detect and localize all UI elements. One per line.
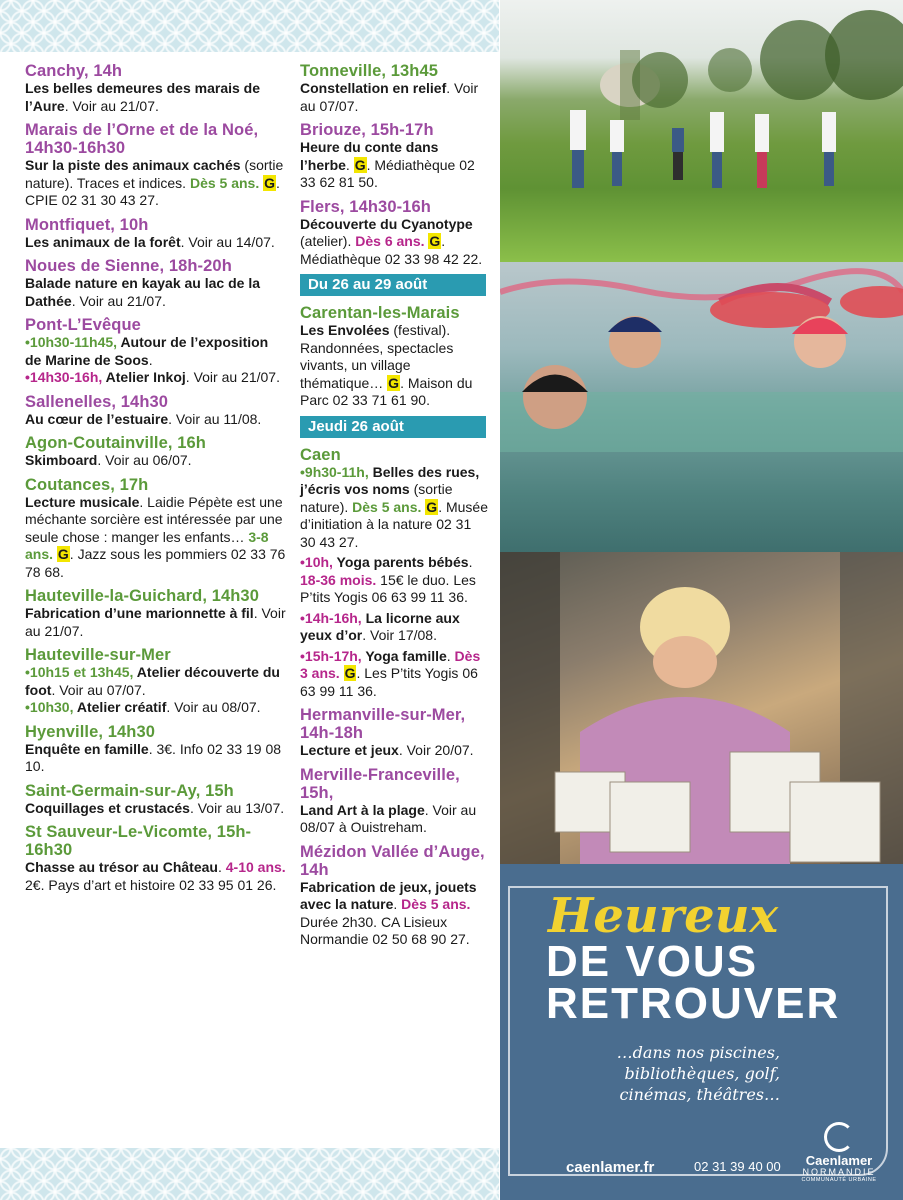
golf-photo (500, 0, 903, 262)
event-details: . Laidie Pépète est une méchante sorcière est intéressée par une seule chose : manger les enfants… (25, 493, 283, 545)
free-badge: G (354, 156, 366, 173)
event-time: •15h-17h, (300, 647, 362, 664)
event-title: Constellation en relief (300, 80, 447, 96)
event-info: . Médiathèque 02 33 98 42 22. (300, 233, 483, 267)
event-details: . Voir au 21/07. (185, 369, 280, 385)
event-place: Hermanville-sur-Mer, 14h-18h (300, 706, 466, 742)
event-details: . Voir au 07/07. (51, 681, 146, 698)
free-badge: G (57, 546, 69, 562)
event-title: Les animaux de la forêt (25, 233, 181, 250)
event-info: . Jazz sous les pommiers 02 33 76 78 68. (25, 546, 286, 580)
event-details: . (345, 156, 350, 173)
event-place: Hauteville-sur-Mer (25, 646, 171, 664)
event-entry (25, 723, 287, 776)
age-range: 3-8 ans. (25, 528, 269, 562)
event-time: •14h30-16h, (25, 369, 103, 385)
event-entry (25, 476, 287, 582)
event-info: . Musée d’initiation à la nature 02 31 30 43 27. (300, 498, 488, 550)
events-column-2 (300, 62, 490, 955)
event-entry (25, 823, 287, 894)
event-time: •10h15 et 13h45, (25, 664, 134, 680)
event-details: . Voir au 21/07. (64, 97, 159, 114)
event-entry (300, 766, 490, 837)
age-range: Dès 3 ans. (300, 647, 481, 681)
phone-number: 02 31 39 40 00 (694, 1159, 781, 1174)
library-photo (500, 552, 903, 864)
event-title: Fabrication de jeux, jouets avec la nature (300, 878, 477, 912)
event-entry (300, 843, 490, 949)
event-entry (300, 198, 490, 269)
event-title: La licorne aux yeux d’or (300, 609, 460, 643)
event-title: Lecture musicale (25, 493, 140, 510)
event-info: Durée 2h30. CA Lisieux Normandie 02 50 68 90 27. (300, 913, 470, 947)
event-details: . Voir au 13/07. (189, 799, 285, 816)
event-time: •14h-16h, (300, 609, 362, 626)
event-place: Noues de Sienne, 18h-20h (25, 257, 232, 275)
event-title: Land Art à la plage (300, 801, 425, 818)
event-info: . Maison du Parc 02 33 71 61 90. (300, 374, 473, 408)
event-details: . Voir au 06/07. (97, 452, 192, 468)
date-banner: Jeudi 26 août (300, 416, 486, 438)
event-time: •9h30-11h, (300, 463, 369, 480)
event-details: . Voir 17/08. (362, 627, 437, 643)
event-title: Chasse au trésor au Château (25, 859, 218, 875)
event-title: Lecture et jeux (300, 742, 399, 758)
event-entry (300, 304, 490, 410)
event-entry (300, 706, 490, 760)
event-title: Atelier créatif (73, 699, 167, 715)
event-entry (25, 782, 287, 818)
event-place: Briouze, 15h-17h (300, 121, 434, 139)
promo-tagline: …dans nos piscines, bibliothèques, golf, cinémas, théâtres… (616, 1043, 780, 1104)
event-place: Hauteville-la-Guichard, 14h30 (25, 587, 259, 605)
events-column-1 (25, 62, 287, 900)
event-title: Les Envolées (300, 322, 390, 338)
logo-swirl-icon (824, 1122, 854, 1152)
event-details: (festival). Randonnées, spectacles vivants, un village thématique… (300, 322, 454, 391)
swimming-pool-photo (500, 262, 903, 552)
event-details: . (217, 859, 222, 875)
promo-panel (500, 864, 903, 1200)
event-entry (25, 62, 287, 115)
event-place: Marais de l’Orne et de la Noé, 14h30-16h30 (25, 121, 259, 157)
event-time: •10h30-11h45, (25, 334, 118, 350)
caenlamer-logo (784, 1122, 894, 1184)
free-badge: G (426, 498, 438, 515)
event-entry (25, 316, 287, 387)
event-place: Merville-Franceville, 15h, (300, 765, 460, 802)
event-info: . CPIE 02 31 30 43 27. (25, 174, 280, 208)
event-title: Autour de l’exposition de Marine de Soos (25, 334, 269, 368)
age-range: Dès 5 ans. (348, 498, 422, 515)
event-entry (25, 121, 287, 210)
event-info: . Médiathèque 02 33 62 81 50. (300, 156, 475, 190)
event-place: St Sauveur-Le-Vicomte, 15h-16h30 (25, 823, 252, 859)
event-entry (300, 62, 490, 115)
event-place: Canchy, 14h (25, 62, 123, 80)
event-entry (25, 393, 287, 429)
promo-title-script: Heureux (548, 888, 779, 944)
decorative-pattern-bottom (0, 1148, 499, 1200)
event-entry (300, 121, 490, 192)
event-place: Coutances, 17h (25, 475, 149, 494)
event-details: . Voir au 08/07 à Ouistreham. (300, 801, 477, 835)
event-entry (25, 587, 287, 640)
free-badge: G (429, 233, 441, 249)
event-entry (25, 216, 287, 252)
event-place: Carentan-les-Marais (300, 304, 460, 322)
free-badge: G (388, 374, 400, 391)
event-place: Mézidon Vallée d’Auge, 14h (300, 842, 485, 879)
age-range: 18-36 mois. (300, 571, 377, 588)
date-banner: Du 26 au 29 août (300, 274, 486, 296)
event-entry (25, 257, 287, 310)
event-details: (sortie nature). (300, 481, 453, 515)
event-details: . Voir au 21/07. (71, 292, 166, 309)
event-place: Montfiquet, 10h (25, 215, 149, 234)
event-title: Au cœur de l’estuaire (25, 410, 169, 427)
event-title: Sur la piste des animaux cachés (25, 157, 241, 173)
event-info: 2€. Pays d’art et histoire 02 33 95 01 26. (25, 876, 277, 893)
event-info: 15€ le duo. Les P’tits Yogis 06 63 99 11 36. (300, 571, 476, 605)
event-title: Skimboard (25, 452, 98, 468)
age-range: Dès 6 ans. (355, 233, 425, 249)
event-details: . Voir au 21/07. (25, 605, 286, 639)
event-details: . 3€. Info 02 33 19 08 10. (25, 740, 282, 774)
event-details: . (148, 351, 153, 368)
logo-name: Caenlamer (805, 1153, 873, 1168)
free-badge: G (344, 665, 356, 681)
logo-region: NORMANDIE (802, 1167, 876, 1177)
promo-title-line: RETROUVER (546, 979, 841, 1028)
event-details: . Voir au 14/07. (180, 233, 275, 250)
event-title: Découverte du Cyanotype (300, 215, 473, 232)
event-details: . (468, 554, 473, 570)
event-details: . Voir 20/07. (398, 742, 474, 758)
event-entry (25, 434, 287, 470)
age-range: Dès 5 ans. (189, 174, 260, 191)
event-place: Pont-L’Evêque (25, 316, 141, 334)
event-place: Flers, 14h30-16h (300, 197, 431, 216)
event-title: Fabrication d’une marionnette à fil (25, 605, 254, 621)
logo-subtitle: COMMUNAUTÉ URBAINE (801, 1177, 877, 1183)
event-title: Balade nature en kayak au lac de la Dathée (25, 275, 261, 309)
free-badge: G (264, 174, 276, 191)
event-title: Heure du conte dans l’herbe (300, 139, 439, 173)
website-link[interactable]: caenlamer.fr (566, 1159, 655, 1176)
event-title: Coquillages et crustacés (25, 799, 190, 816)
event-place: Hyenville, 14h30 (25, 722, 156, 741)
event-entry (25, 646, 287, 717)
event-entry (300, 446, 490, 701)
event-info: . Les P’tits Yogis 06 63 99 11 36. (300, 665, 478, 699)
event-title: Belles des rues, j’écris vos noms (300, 463, 480, 497)
event-title: Enquête en famille (25, 740, 149, 757)
age-range: 4-10 ans. (225, 859, 286, 875)
age-range: Dès 5 ans. (401, 896, 471, 912)
event-details: (sortie nature). Traces et indices. (25, 157, 284, 191)
event-details: . Voir au 07/07. (300, 80, 479, 114)
promo-title-line: DE VOUS (546, 937, 759, 986)
event-details: (atelier). (300, 233, 352, 249)
event-details: . (393, 896, 398, 912)
event-details: . Voir au 08/07. (166, 699, 261, 715)
event-title: Les belles demeures des marais de l’Aure (25, 80, 261, 114)
decorative-pattern-top (0, 0, 499, 52)
event-details: . Voir au 11/08. (168, 410, 262, 427)
event-title: Atelier Inkoj (102, 369, 186, 385)
event-place: Saint-Germain-sur-Ay, 15h (25, 781, 234, 800)
event-place: Sallenelles, 14h30 (25, 392, 169, 411)
event-title: Yoga parents bébés (332, 554, 469, 570)
event-time: •10h, (300, 554, 333, 570)
event-place: Tonneville, 13h45 (300, 62, 439, 80)
event-time: •10h30, (25, 699, 74, 715)
event-title: Yoga famille (361, 647, 447, 664)
event-details: . (446, 647, 451, 664)
event-place: Caen (300, 445, 341, 464)
event-title: Atelier découverte du foot (25, 664, 280, 698)
event-place: Agon-Coutainville, 16h (25, 434, 206, 452)
